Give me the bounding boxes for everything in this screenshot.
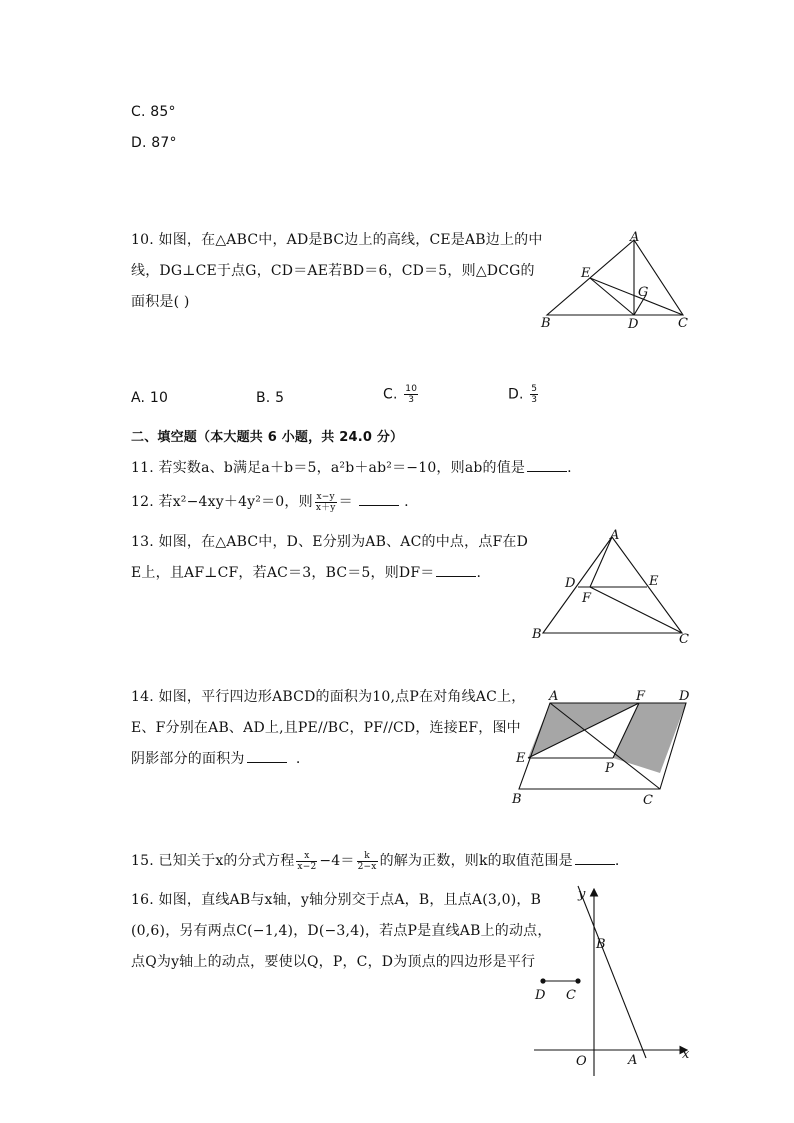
q10-option-c-label: C. xyxy=(383,386,398,403)
q16-label-x: x xyxy=(682,1047,690,1062)
q10-label-d: D xyxy=(628,317,639,332)
q16-label-a: A xyxy=(628,1053,638,1068)
q14-label-f: F xyxy=(636,689,646,704)
q15-text xyxy=(131,850,620,872)
q15-question: 15. 已知关于x的分式方程 xyxy=(131,853,295,869)
q16-label-o: O xyxy=(576,1054,587,1069)
q16-text-line1: 16. 如图，直线AB与x轴，y轴分别交于点A，B，且点A(3,0)，B xyxy=(131,892,542,908)
q13-text-line1: 13. 如图，在△ABC中，D、E分别为AB、AC的中点，点F在D xyxy=(131,534,529,550)
q16-text-line3: 点Q为y轴上的动点，要使以Q，P，C，D为顶点的四边形是平行 xyxy=(131,954,536,970)
q16-point-c xyxy=(575,978,580,983)
q16-label-d: D xyxy=(535,988,546,1003)
q11-period: . xyxy=(567,460,572,476)
q16-point-d xyxy=(540,978,545,983)
q13-text-line2 xyxy=(131,562,481,582)
q15-middle: −4＝ xyxy=(319,853,355,869)
q15-fraction-right xyxy=(357,851,378,872)
q9-option-c: C. 85° xyxy=(131,104,176,120)
q13-label-d: D xyxy=(565,576,576,591)
q16-label-b: B xyxy=(596,937,606,952)
q10-option-d-denominator: 3 xyxy=(531,395,538,405)
q12-answer-blank[interactable] xyxy=(359,493,399,506)
q10-option-d-fraction xyxy=(530,384,538,405)
q13-label-a: A xyxy=(610,528,620,543)
q15-question-end: 的解为正数，则k的取值范围是 xyxy=(379,853,573,869)
q14-text-line3 xyxy=(131,748,301,768)
q11-question: 11. 若实数a、b满足a＋b＝5，a²b＋ab²＝−10，则ab的值是 xyxy=(131,460,526,476)
q10-label-b: B xyxy=(541,316,551,331)
q14-label-d: D xyxy=(679,689,690,704)
q14-label-a: A xyxy=(549,689,559,704)
q12-period: . xyxy=(404,494,409,510)
q12-text xyxy=(131,491,409,513)
q10-option-d xyxy=(508,384,540,405)
q10-label-c: C xyxy=(678,316,688,331)
q15-period: . xyxy=(614,853,620,869)
q13-label-e: E xyxy=(649,574,659,589)
q10-option-c-denominator: 3 xyxy=(408,395,415,405)
q10-label-a: A xyxy=(630,230,640,245)
q11-answer-blank[interactable] xyxy=(527,459,567,472)
q10-text-line2: 线，DG⊥CE于点G，CD＝AE若BD＝6，CD＝5，则△DCG的 xyxy=(131,263,535,279)
q12-question: 12. 若x²−4xy＋4y²＝0，则 xyxy=(131,494,313,510)
q13-question: E上，且AF⊥CF，若AC＝3，BC＝5，则DF＝ xyxy=(131,565,435,581)
q15-denominator-right: 2−x xyxy=(357,861,377,872)
q10-option-a: A. 10 xyxy=(131,390,169,406)
q14-answer-blank[interactable] xyxy=(247,750,287,763)
q15-numerator-right: k xyxy=(357,851,378,862)
q14-period: . xyxy=(295,751,301,767)
q14-label-p: P xyxy=(605,761,614,776)
q13-label-c: C xyxy=(679,632,689,647)
q14-label-b: B xyxy=(512,792,522,807)
q14-text-line2: E、F分别在AB、AD上,且PE//BC，PF//CD，连接EF，图中 xyxy=(131,720,521,736)
q10-option-b: B. 5 xyxy=(256,390,285,406)
q16-label-y: y xyxy=(578,887,586,902)
q15-answer-blank[interactable] xyxy=(575,852,615,865)
q16-coordinate-figure xyxy=(528,880,698,1080)
q12-fraction xyxy=(315,492,337,513)
q10-option-d-label: D. xyxy=(508,386,524,403)
q15-numerator-left: x xyxy=(296,851,317,862)
q16-text-line2: (0,6)，另有两点C(−1,4)，D(−3,4)，若点P是直线AB上的动点， xyxy=(131,923,552,939)
q13-triangle-figure xyxy=(528,525,698,650)
q13-label-b: B xyxy=(532,627,542,642)
q10-text-line3: 面积是( ) xyxy=(131,294,190,310)
q14-label-e: E xyxy=(516,751,526,766)
q12-equals: ＝ xyxy=(338,494,353,510)
q10-option-c xyxy=(383,384,420,405)
q13-label-f: F xyxy=(582,591,592,606)
q16-label-c: C xyxy=(566,988,576,1003)
q10-option-d-numerator: 5 xyxy=(531,384,538,394)
q10-triangle-figure xyxy=(535,228,700,338)
q11-text xyxy=(131,457,572,477)
q13-period: . xyxy=(476,565,482,581)
section-heading-fill-in: 二、填空题（本大题共 6 小题，共 24.0 分） xyxy=(131,430,404,445)
q12-denominator: x＋y xyxy=(315,502,336,513)
q12-numerator: x−y xyxy=(316,491,335,502)
q10-option-c-fraction xyxy=(404,384,418,405)
q9-option-d: D. 87° xyxy=(131,135,177,151)
q10-label-g: G xyxy=(638,285,649,300)
q14-label-c: C xyxy=(643,793,653,808)
q10-text-line1: 10. 如图，在△ABC中，AD是BC边上的高线，CE是AB边上的中 xyxy=(131,232,543,248)
q10-label-e: E xyxy=(581,266,591,281)
q14-parallelogram-figure xyxy=(508,685,703,810)
q16-line-ab xyxy=(578,886,646,1058)
q15-fraction-left xyxy=(296,851,317,872)
q10-option-c-numerator: 10 xyxy=(405,384,418,394)
q13-answer-blank[interactable] xyxy=(436,564,476,577)
q14-question: 阴影部分的面积为 xyxy=(131,751,245,767)
q15-denominator-left: x−2 xyxy=(297,861,317,872)
q14-text-line1: 14. 如图，平行四边形ABCD的面积为10,点P在对角线AC上， xyxy=(131,689,526,705)
